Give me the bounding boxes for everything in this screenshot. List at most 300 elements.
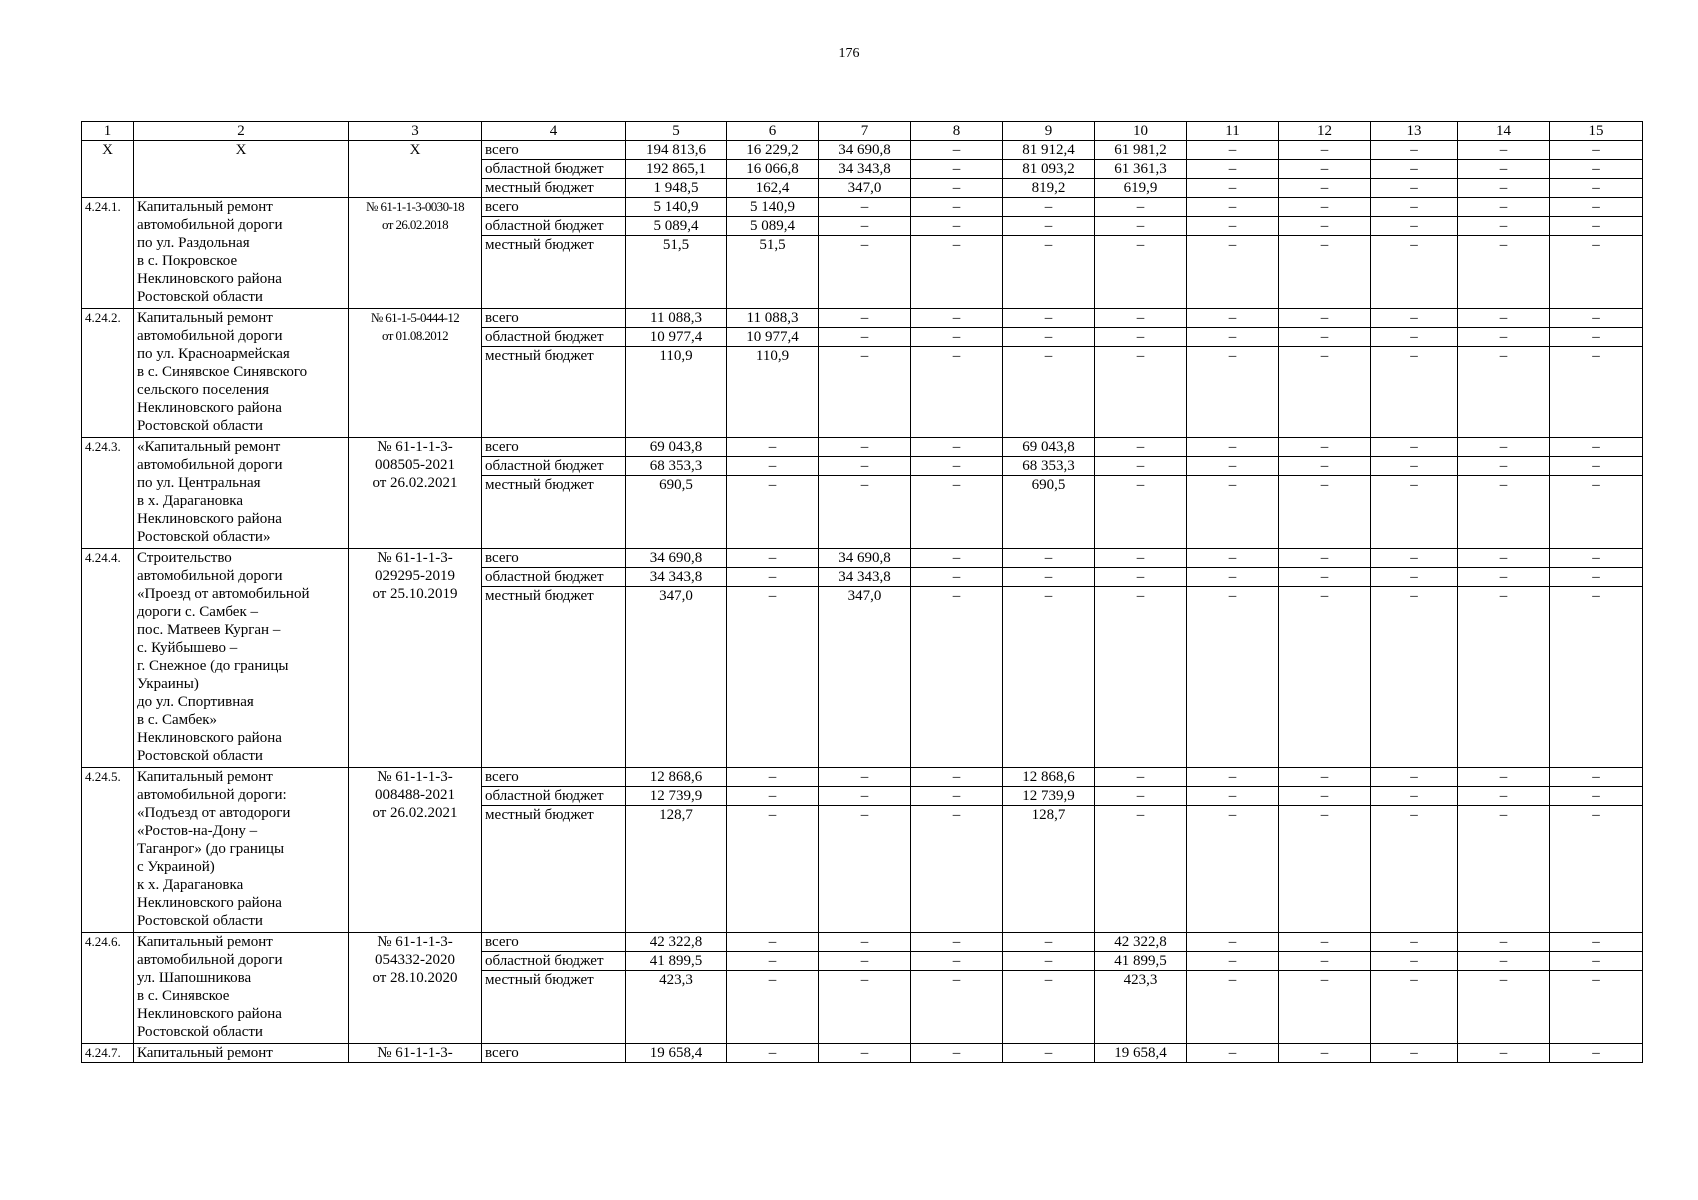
object-name-line: «Проезд от автомобильной (137, 586, 310, 602)
value-cell: – (1187, 549, 1279, 568)
table-row (82, 141, 1643, 160)
table-row (82, 933, 1643, 952)
value-cell: – (1550, 971, 1643, 1044)
value-cell: – (1279, 476, 1371, 549)
value-cell: 690,5 (626, 476, 727, 549)
value-cell: – (1371, 457, 1458, 476)
funding-source: областной бюджет (482, 568, 626, 587)
table-body (82, 122, 1643, 1063)
funding-source: всего (482, 198, 626, 217)
object-name-line: в с. Синявское (137, 988, 230, 1004)
value-cell: – (1095, 476, 1187, 549)
value-cell: – (1458, 1044, 1550, 1063)
column-number: 7 (819, 122, 911, 141)
value-cell: – (1371, 933, 1458, 952)
object-name (134, 438, 349, 549)
value-cell: 42 322,8 (626, 933, 727, 952)
value-cell: – (911, 347, 1003, 438)
column-number: 15 (1550, 122, 1643, 141)
table-row (82, 309, 1643, 328)
page-number: 176 (838, 46, 860, 61)
value-cell: – (1279, 787, 1371, 806)
value-cell: – (1187, 476, 1279, 549)
value-cell: – (1458, 160, 1550, 179)
object-name-line: «Подъезд от автодороги (137, 805, 291, 821)
column-number: 8 (911, 122, 1003, 141)
object-name-line: с Украиной) (137, 859, 215, 875)
value-cell: – (911, 217, 1003, 236)
value-cell: – (1458, 476, 1550, 549)
funding-source: местный бюджет (482, 236, 626, 309)
object-name-line: Капитальный ремонт (137, 199, 273, 215)
object-name (134, 198, 349, 309)
value-cell: – (1550, 179, 1643, 198)
value-cell: – (1550, 438, 1643, 457)
value-cell: – (1550, 587, 1643, 768)
value-cell: 423,3 (626, 971, 727, 1044)
registration-number (349, 198, 482, 309)
object-name-line: Ростовской области (137, 418, 263, 434)
value-cell: – (819, 438, 911, 457)
value-cell: – (1550, 933, 1643, 952)
value-cell: – (1187, 933, 1279, 952)
table-row (82, 549, 1643, 568)
summary-col2: Х (134, 141, 349, 198)
column-number: 14 (1458, 122, 1550, 141)
value-cell: – (1095, 328, 1187, 347)
value-cell: – (1187, 787, 1279, 806)
summary-col1: Х (82, 141, 134, 198)
object-name-line: в х. Дарагановка (137, 493, 244, 509)
value-cell: – (819, 328, 911, 347)
value-cell: – (1095, 568, 1187, 587)
registration-line: № 61-1-1-3- (377, 550, 453, 566)
value-cell: – (819, 457, 911, 476)
funding-source: всего (482, 1044, 626, 1063)
value-cell: 68 353,3 (626, 457, 727, 476)
value-cell: – (819, 787, 911, 806)
object-name-line: Неклиновского района (137, 511, 282, 527)
object-name-line: по ул. Центральная (137, 475, 261, 491)
value-cell: 162,4 (727, 179, 819, 198)
object-name-line: автомобильной дороги (137, 328, 283, 344)
value-cell: – (911, 457, 1003, 476)
funding-source: всего (482, 768, 626, 787)
value-cell: – (1371, 179, 1458, 198)
value-cell: – (1003, 587, 1095, 768)
object-name-line: до ул. Спортивная (137, 694, 254, 710)
value-cell: – (911, 587, 1003, 768)
value-cell: – (727, 806, 819, 933)
value-cell: – (911, 198, 1003, 217)
object-name-line: дороги с. Самбек – (137, 604, 259, 620)
value-cell: – (1187, 952, 1279, 971)
value-cell: 19 658,4 (626, 1044, 727, 1063)
value-cell: – (911, 806, 1003, 933)
registration-line: 008505-2021 (375, 457, 455, 473)
value-cell: – (1458, 971, 1550, 1044)
value-cell: – (1095, 438, 1187, 457)
value-cell: – (1458, 768, 1550, 787)
value-cell: – (1279, 1044, 1371, 1063)
value-cell: – (1371, 806, 1458, 933)
column-number: 4 (482, 122, 626, 141)
value-cell: – (911, 1044, 1003, 1063)
value-cell: – (1279, 971, 1371, 1044)
value-cell: – (1095, 768, 1187, 787)
value-cell: 51,5 (727, 236, 819, 309)
object-name-line: г. Снежное (до границы (137, 658, 289, 674)
value-cell: – (1279, 952, 1371, 971)
column-number: 9 (1003, 122, 1095, 141)
value-cell: – (1371, 347, 1458, 438)
registration-line: от 28.10.2020 (372, 970, 458, 986)
value-cell: – (1187, 347, 1279, 438)
object-name-line: ул. Шапошникова (137, 970, 252, 986)
value-cell: – (1003, 198, 1095, 217)
value-cell: – (911, 476, 1003, 549)
value-cell: – (1279, 179, 1371, 198)
value-cell: – (819, 768, 911, 787)
value-cell: – (819, 236, 911, 309)
object-name-line: в с. Покровское (137, 253, 238, 269)
object-name-line: Ростовской области (137, 289, 263, 305)
value-cell: 41 899,5 (626, 952, 727, 971)
column-number: 5 (626, 122, 727, 141)
value-cell: 10 977,4 (626, 328, 727, 347)
value-cell: – (911, 160, 1003, 179)
value-cell: – (1187, 328, 1279, 347)
object-name-line: Капитальный ремонт (137, 769, 273, 785)
value-cell: 819,2 (1003, 179, 1095, 198)
funding-source: областной бюджет (482, 457, 626, 476)
value-cell: – (1095, 806, 1187, 933)
table-row (82, 1044, 1643, 1063)
value-cell: – (1187, 198, 1279, 217)
funding-source: местный бюджет (482, 587, 626, 768)
value-cell: – (1279, 160, 1371, 179)
value-cell: – (1095, 549, 1187, 568)
funding-source: областной бюджет (482, 952, 626, 971)
object-name-line: автомобильной дороги (137, 568, 283, 584)
value-cell: – (1550, 1044, 1643, 1063)
value-cell: – (1279, 347, 1371, 438)
value-cell: – (1371, 1044, 1458, 1063)
summary-col3: Х (349, 141, 482, 198)
value-cell: – (1187, 1044, 1279, 1063)
value-cell: – (911, 179, 1003, 198)
value-cell: 34 690,8 (626, 549, 727, 568)
object-name-line: автомобильной дороги (137, 457, 283, 473)
value-cell: 69 043,8 (1003, 438, 1095, 457)
item-number: 4.24.3. (82, 438, 134, 549)
item-number: 4.24.4. (82, 549, 134, 768)
table-row (82, 198, 1643, 217)
column-number: 11 (1187, 122, 1279, 141)
value-cell: – (1550, 309, 1643, 328)
value-cell: – (819, 933, 911, 952)
value-cell: 34 690,8 (819, 141, 911, 160)
value-cell: – (1371, 236, 1458, 309)
value-cell: – (727, 549, 819, 568)
value-cell: – (1458, 141, 1550, 160)
object-name-line: Ростовской области (137, 748, 263, 764)
value-cell: – (1371, 568, 1458, 587)
object-name-line: Таганрог» (до границы (137, 841, 285, 857)
value-cell: – (819, 217, 911, 236)
value-cell: 128,7 (626, 806, 727, 933)
funding-source: областной бюджет (482, 160, 626, 179)
value-cell: 110,9 (626, 347, 727, 438)
value-cell: – (1279, 438, 1371, 457)
value-cell: – (1550, 806, 1643, 933)
value-cell: 5 089,4 (626, 217, 727, 236)
object-name-line: сельского поселения (137, 382, 270, 398)
value-cell: – (1187, 768, 1279, 787)
value-cell: 423,3 (1095, 971, 1187, 1044)
value-cell: – (727, 568, 819, 587)
value-cell: – (1187, 179, 1279, 198)
table-row (82, 768, 1643, 787)
value-cell: 10 977,4 (727, 328, 819, 347)
value-cell: – (1371, 549, 1458, 568)
object-name-line: Ростовской области» (137, 529, 271, 545)
value-cell: – (727, 1044, 819, 1063)
value-cell: 110,9 (727, 347, 819, 438)
value-cell: – (1279, 309, 1371, 328)
value-cell: – (1187, 236, 1279, 309)
column-number: 6 (727, 122, 819, 141)
value-cell: – (1550, 476, 1643, 549)
funding-source: местный бюджет (482, 179, 626, 198)
value-cell: 16 066,8 (727, 160, 819, 179)
value-cell: – (1458, 933, 1550, 952)
value-cell: – (1187, 438, 1279, 457)
object-name-line: с. Куйбышево – (137, 640, 238, 656)
funding-source: всего (482, 549, 626, 568)
value-cell: – (1550, 141, 1643, 160)
value-cell: – (1095, 236, 1187, 309)
value-cell: 81 093,2 (1003, 160, 1095, 179)
value-cell: – (1187, 806, 1279, 933)
value-cell: – (1187, 309, 1279, 328)
value-cell: – (1003, 217, 1095, 236)
value-cell: – (1095, 587, 1187, 768)
object-name (134, 933, 349, 1044)
value-cell: – (1458, 457, 1550, 476)
value-cell: 5 089,4 (727, 217, 819, 236)
value-cell: 12 868,6 (626, 768, 727, 787)
value-cell: – (1371, 438, 1458, 457)
value-cell: 5 140,9 (626, 198, 727, 217)
value-cell: 12 739,9 (1003, 787, 1095, 806)
value-cell: – (1095, 347, 1187, 438)
registration-line: 008488-2021 (375, 787, 455, 803)
value-cell: 61 981,2 (1095, 141, 1187, 160)
value-cell: – (1458, 236, 1550, 309)
value-cell: – (911, 141, 1003, 160)
registration-line: 029295-2019 (375, 568, 455, 584)
value-cell: – (911, 787, 1003, 806)
value-cell: 128,7 (1003, 806, 1095, 933)
object-name-line: Неклиновского района (137, 730, 282, 746)
value-cell: – (1371, 217, 1458, 236)
value-cell: – (1279, 933, 1371, 952)
object-name (134, 549, 349, 768)
value-cell: – (911, 549, 1003, 568)
value-cell: – (727, 971, 819, 1044)
value-cell: – (1550, 347, 1643, 438)
funding-source: местный бюджет (482, 806, 626, 933)
value-cell: – (911, 309, 1003, 328)
column-number: 12 (1279, 122, 1371, 141)
item-number: 4.24.1. (82, 198, 134, 309)
object-name (134, 1044, 349, 1063)
registration-number (349, 768, 482, 933)
value-cell: – (1279, 328, 1371, 347)
value-cell: – (1550, 568, 1643, 587)
value-cell: – (1458, 217, 1550, 236)
value-cell: – (1458, 438, 1550, 457)
value-cell: 690,5 (1003, 476, 1095, 549)
value-cell: – (1458, 787, 1550, 806)
object-name (134, 309, 349, 438)
value-cell: – (1371, 787, 1458, 806)
value-cell: – (1458, 568, 1550, 587)
funding-source: областной бюджет (482, 787, 626, 806)
object-name-line: Неклиновского района (137, 400, 282, 416)
value-cell: – (1003, 1044, 1095, 1063)
value-cell: – (1550, 198, 1643, 217)
value-cell: – (911, 568, 1003, 587)
value-cell: 192 865,1 (626, 160, 727, 179)
value-cell: – (819, 806, 911, 933)
column-number-row (82, 122, 1643, 141)
registration-line: от 26.02.2018 (382, 217, 448, 232)
registration-line: № 61-1-1-3- (377, 769, 453, 785)
object-name-line: автомобильной дороги (137, 952, 283, 968)
value-cell: – (1371, 198, 1458, 217)
registration-line: № 61-1-1-3- (377, 1045, 453, 1061)
value-cell: – (727, 438, 819, 457)
item-number: 4.24.6. (82, 933, 134, 1044)
value-cell: – (1279, 236, 1371, 309)
value-cell: – (819, 198, 911, 217)
value-cell: – (819, 1044, 911, 1063)
value-cell: – (819, 971, 911, 1044)
value-cell: – (727, 457, 819, 476)
value-cell: – (1279, 217, 1371, 236)
value-cell: 34 343,8 (626, 568, 727, 587)
value-cell: – (1458, 328, 1550, 347)
value-cell: – (1279, 457, 1371, 476)
value-cell: 12 739,9 (626, 787, 727, 806)
value-cell: – (1550, 236, 1643, 309)
registration-line: 054332-2020 (375, 952, 455, 968)
value-cell: – (1095, 217, 1187, 236)
value-cell: – (1458, 587, 1550, 768)
column-number: 13 (1371, 122, 1458, 141)
value-cell: 34 690,8 (819, 549, 911, 568)
item-number: 4.24.2. (82, 309, 134, 438)
value-cell: 347,0 (626, 587, 727, 768)
value-cell: – (1371, 952, 1458, 971)
object-name-line: пос. Матвеев Курган – (137, 622, 281, 638)
value-cell: – (911, 933, 1003, 952)
registration-line: № 61-1-1-3-0030-18 (366, 199, 464, 214)
value-cell: – (1550, 328, 1643, 347)
value-cell: – (1187, 160, 1279, 179)
registration-line: от 26.02.2021 (372, 475, 458, 491)
value-cell: 34 343,8 (819, 568, 911, 587)
value-cell: – (911, 236, 1003, 309)
value-cell: 11 088,3 (727, 309, 819, 328)
object-name-line: «Капитальный ремонт (137, 439, 281, 455)
registration-number (349, 309, 482, 438)
value-cell: – (727, 476, 819, 549)
value-cell: 81 912,4 (1003, 141, 1095, 160)
value-cell: 69 043,8 (626, 438, 727, 457)
value-cell: 1 948,5 (626, 179, 727, 198)
value-cell: 68 353,3 (1003, 457, 1095, 476)
value-cell: – (727, 952, 819, 971)
column-number: 1 (82, 122, 134, 141)
registration-number (349, 549, 482, 768)
object-name-line: Ростовской области (137, 1024, 263, 1040)
table-row (82, 438, 1643, 457)
value-cell: – (1371, 328, 1458, 347)
column-number: 10 (1095, 122, 1187, 141)
value-cell: – (911, 328, 1003, 347)
object-name-line: Украины) (137, 676, 199, 692)
value-cell: – (1279, 141, 1371, 160)
value-cell: – (1550, 549, 1643, 568)
object-name-line: Капитальный ремонт (137, 310, 273, 326)
funding-source: всего (482, 141, 626, 160)
funding-source: областной бюджет (482, 328, 626, 347)
object-name-line: автомобильной дороги: (137, 787, 287, 803)
value-cell: 11 088,3 (626, 309, 727, 328)
funding-source: всего (482, 309, 626, 328)
value-cell: – (1550, 457, 1643, 476)
value-cell: – (1187, 971, 1279, 1044)
funding-source: всего (482, 933, 626, 952)
funding-source: всего (482, 438, 626, 457)
value-cell: 347,0 (819, 179, 911, 198)
object-name-line: в с. Самбек» (137, 712, 218, 728)
object-name-line: Неклиновского района (137, 895, 282, 911)
funding-source: местный бюджет (482, 476, 626, 549)
column-number: 3 (349, 122, 482, 141)
object-name-line: по ул. Раздольная (137, 235, 250, 251)
registration-number (349, 438, 482, 549)
value-cell: 41 899,5 (1095, 952, 1187, 971)
value-cell: – (1458, 806, 1550, 933)
object-name-line: автомобильной дороги (137, 217, 283, 233)
object-name-line: Ростовской области (137, 913, 263, 929)
value-cell: 61 361,3 (1095, 160, 1187, 179)
item-number: 4.24.7. (82, 1044, 134, 1063)
value-cell: 194 813,6 (626, 141, 727, 160)
value-cell: – (911, 438, 1003, 457)
value-cell: – (819, 952, 911, 971)
value-cell: 347,0 (819, 587, 911, 768)
registration-number (349, 933, 482, 1044)
value-cell: – (1187, 457, 1279, 476)
registration-line: от 26.02.2021 (372, 805, 458, 821)
value-cell: – (727, 587, 819, 768)
item-number: 4.24.5. (82, 768, 134, 933)
